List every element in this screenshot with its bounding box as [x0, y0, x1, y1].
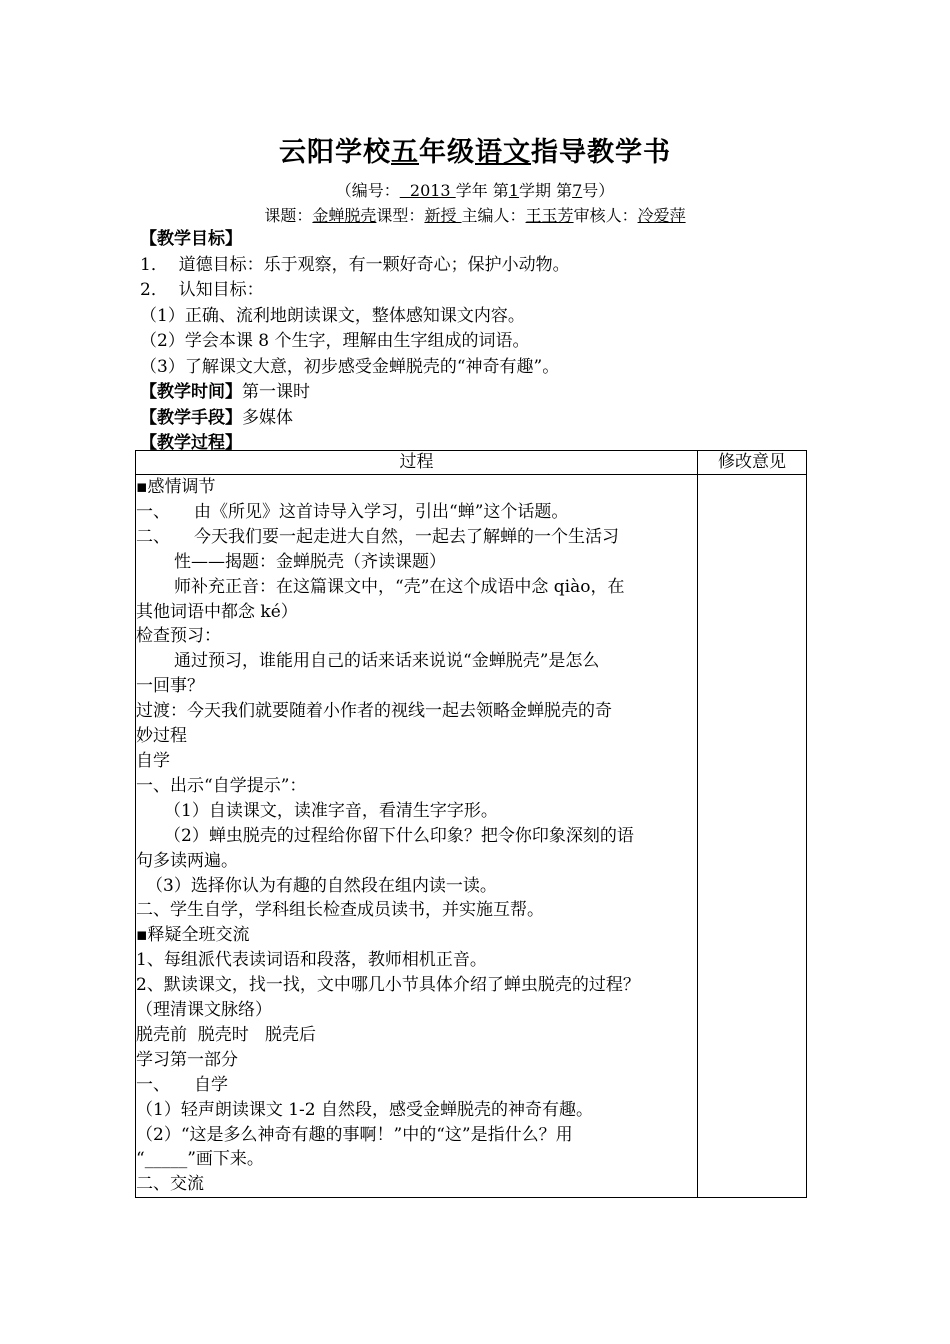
lesson-info-line [0, 203, 950, 226]
text-line: ▪感情调节 [136, 477, 216, 497]
code-prefix: （编号： [335, 181, 400, 200]
teaching-means-line [140, 406, 820, 432]
text-line: （2）“这是多么神奇有趣的事啊！”中的“这”是指什么？用 [136, 1124, 573, 1145]
time-label: 【教学时间】 [140, 382, 242, 402]
code-year: 2013 [399, 181, 456, 200]
title-grade-suffix: 年级 [419, 137, 475, 168]
text-line: 二、学生自学，学科组长检查成员读书，并实施互帮。 [136, 900, 544, 921]
revision-column-header: 修改意见 [698, 451, 807, 475]
table-row [136, 475, 807, 1198]
list-number: 二、 [136, 526, 170, 547]
title-school: 云阳学校 [279, 137, 391, 168]
goal-line-4: （2）学会本课 8 个生字，理解由生字组成的词语。 [140, 331, 530, 351]
text-line: （1）轻声朗读课文 1-2 自然段，感受金蝉脱壳的神奇有趣。 [136, 1099, 593, 1120]
text-line: 句多读两遍。 [136, 850, 238, 871]
goal-line-3: （1）正确、流利地朗读课文，整体感知课文内容。 [140, 305, 525, 326]
text-line: 自学 [136, 750, 170, 771]
code-mid2: 学期 第 [518, 181, 573, 200]
text-line: 1、每组派代表读词语和段落，教师相机正音。 [136, 950, 487, 971]
goals-heading: 【教学目标】 [140, 229, 242, 249]
time-value: 第一课时 [242, 382, 310, 402]
list-text: 今天我们要一起走进大自然，一起去了解蝉的一个生活习 [194, 526, 619, 547]
text-line: 学习第一部分 [136, 1049, 238, 1070]
code-num: 7 [572, 181, 583, 200]
text-line: （2）蝉虫脱壳的过程给你留下什么印象？把令你印象深刻的语 [164, 825, 634, 846]
text-line: “_____”画下来。 [136, 1149, 264, 1170]
list-text: 自学 [194, 1074, 228, 1095]
code-mid1: 学年 第 [455, 181, 509, 200]
topic-label: 课题： [264, 206, 313, 225]
text-line: 性——揭题：金蝉脱壳（齐读课题） [174, 551, 446, 572]
text-line [136, 1073, 697, 1098]
topic-value: 金蝉脱壳 [312, 206, 377, 225]
document-code-line [0, 178, 950, 201]
revision-notes-cell[interactable] [698, 475, 807, 1198]
text-line: （1）自读课文，读准字音，看清生字字形。 [164, 800, 498, 821]
text-line: 通过预习，谁能用自己的话来话来说说“金蝉脱壳”是怎么 [174, 651, 600, 672]
type-value: 新授 [424, 206, 462, 225]
text-line: 脱壳前 脱壳时 脱壳后 [136, 1024, 317, 1045]
means-value: 多媒体 [242, 407, 293, 428]
text-line: ▪释疑全班交流 [136, 925, 250, 946]
process-table [135, 450, 807, 1198]
title-grade: 五 [391, 137, 419, 168]
text-line [136, 525, 697, 550]
reviewer-label: 审核人： [573, 206, 638, 225]
text-line [136, 500, 697, 525]
text-line: （3）选择你认为有趣的自然段在组内读一读。 [146, 875, 497, 896]
text-line: 一、出示“自学提示”： [136, 775, 307, 796]
list-text: 由《所见》这首诗导入学习，引出“蝉”这个话题。 [194, 501, 569, 522]
teaching-time-line [140, 380, 820, 406]
goal-line-2: 2． 认知目标： [140, 280, 264, 300]
text-line: （理清课文脉络） [136, 1000, 272, 1021]
text-line: 二、交流 [136, 1174, 204, 1195]
reviewer-value: 冷爱萍 [637, 206, 686, 225]
title-suffix: 指导教学书 [531, 137, 671, 168]
list-number: 一、 [136, 1074, 170, 1095]
document-title [0, 130, 950, 169]
goal-line-1: 1． 道德目标：乐于观察，有一颗好奇心；保护小动物。 [140, 254, 570, 275]
editor-label: 主编人： [461, 206, 526, 225]
process-column-header: 过程 [136, 451, 698, 475]
text-line: 过渡：今天我们就要随着小作者的视线一起去领略金蝉脱壳的奇 [136, 701, 612, 722]
text-line: 2、默读课文，找一找，文中哪几小节具体介绍了蝉虫脱壳的过程？ [136, 975, 640, 996]
text-line: 一回事？ [136, 676, 204, 697]
text-line: 其他词语中都念 ké） [136, 601, 298, 622]
goal-line-5: （3）了解课文大意，初步感受金蝉脱壳的“神奇有趣”。 [140, 356, 560, 377]
title-subject: 语文 [475, 137, 531, 168]
editor-value: 王玉芳 [525, 206, 574, 225]
process-content-cell [136, 475, 698, 1198]
text-line: 师补充正音：在这篇课文中，“壳”在这个成语中念 qiào，在 [174, 576, 625, 597]
code-term: 1 [508, 181, 519, 200]
text-line: 妙过程 [136, 726, 187, 747]
table-header-row [136, 451, 807, 475]
means-label: 【教学手段】 [140, 407, 242, 428]
teaching-goals-section [140, 227, 820, 457]
list-number: 一、 [136, 501, 170, 522]
process-heading: 【教学过程】 [140, 433, 242, 453]
text-line: 检查预习： [136, 626, 221, 647]
code-suffix: 号） [582, 181, 615, 200]
type-label: 课型： [376, 206, 425, 225]
